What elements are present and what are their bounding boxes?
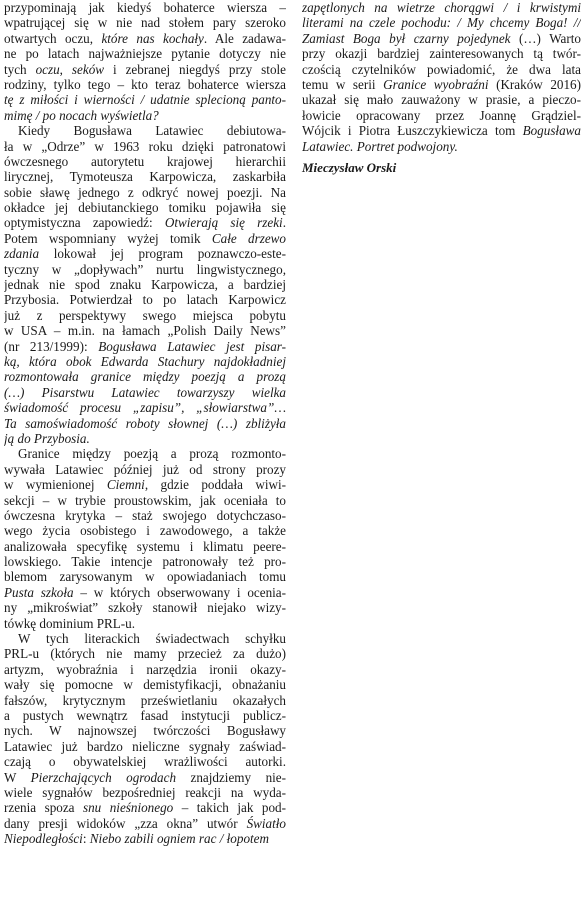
text-run: ówczesna krytyka – staż swojego dotychczaso- — [4, 507, 286, 523]
text-run: W tych literackich świadectwach schyłku — [18, 631, 286, 647]
text-run: rodziny, tylko tego – kto teraz bohaterce wiersza — [4, 76, 286, 92]
text-line — [4, 477, 286, 492]
italic-text: Pusta szkoła — [4, 584, 74, 600]
italic-text: Latawiec. Portret podwojony. — [302, 138, 458, 154]
italic-text: Granice wyobraźni — [383, 76, 489, 92]
italic-text: tę z miłości i wierności / udatnie splecioną panto- — [4, 92, 286, 108]
text-line — [302, 15, 581, 30]
text-run: analizowała specyfikę systemu i klimatu peere- — [4, 538, 286, 554]
italic-text: zapętlonych na wietrze chorągwi / i krwistymi — [302, 0, 581, 15]
text-line — [4, 739, 286, 754]
text-run: fałszów, krytycznym prześwietlaniu okazałych — [4, 692, 286, 708]
text-run: – w których obserwowany i oceniа- — [73, 584, 286, 600]
text-line — [302, 92, 581, 107]
text-line — [4, 785, 286, 800]
paragraph-continuation — [4, 0, 286, 123]
text-line — [4, 308, 286, 323]
text-line — [4, 816, 286, 831]
text-run: ła w „Odrze” w 1963 roku dzięki patronatowi — [4, 138, 286, 154]
text-run: tówkę dominium PRL-u. — [4, 615, 136, 631]
text-line — [4, 693, 286, 708]
text-run: , gdzie poddała wiwi- — [144, 477, 286, 493]
text-run: przy okazji bardziej zainteresowanych tą twór- — [302, 46, 581, 62]
text-line — [4, 0, 286, 15]
text-line — [4, 15, 286, 30]
text-run: ny „mikroświat” szkoły stanowił niejako wizy- — [4, 600, 286, 616]
paragraph — [4, 123, 286, 446]
text-run: tyczny w „dopływach” nurtu lingwistycznego, — [4, 261, 286, 277]
text-run: Potem wspomniany wyżej tomik — [4, 230, 212, 246]
text-run: ne po latach najważniejsze pytanie dotyczy nie — [4, 46, 286, 62]
text-run: w wymienionej — [4, 477, 107, 493]
text-run: znajdziemy nie- — [176, 769, 286, 785]
italic-text: Bogusława — [522, 123, 581, 139]
text-line — [4, 600, 286, 615]
text-line — [4, 493, 286, 508]
text-line — [4, 339, 286, 354]
italic-text: Ciemni — [106, 477, 145, 493]
text-line — [4, 400, 286, 415]
text-run: – takich jak pod- — [173, 800, 286, 816]
text-run: lirycznej, Tymoteusza Karpowicza, zaskarbiła — [4, 169, 286, 185]
text-run: PRL-u (których nie mamy przecież za dużo) — [4, 646, 286, 662]
italic-text: oczu — [35, 61, 60, 77]
italic-text: literami na czele pochodu: / My chcemy Boga! // — [302, 15, 581, 31]
text-line — [4, 800, 286, 815]
italic-text: snu nieśnionego — [82, 800, 174, 816]
italic-text: ką, która obok Edwarda Stachury najdokładniej — [4, 353, 286, 369]
text-line — [4, 123, 286, 138]
text-run: wały się pomocne w demistyfikacji, obnażaniu — [4, 677, 286, 693]
text-line — [4, 31, 286, 46]
text-run: (Kraków 2016) — [488, 76, 581, 92]
text-run: wywała Latawiec później już od strony prozy — [4, 461, 286, 477]
paragraph — [4, 446, 286, 631]
text-run: ukazał się mało zauważony w prasie, a pieczo- — [302, 92, 581, 108]
text-run: lokował jej program poznawczo-este- — [39, 246, 286, 262]
italic-text: zdania — [4, 246, 40, 262]
text-line — [4, 46, 286, 61]
italic-text: Ta samoświadomość roboty słownej (…) zbliżyła — [4, 415, 286, 431]
text-run: i zebranej niegdyś przy stole — [104, 61, 286, 77]
text-run: już z perspektywy swego miejsca pobytu — [4, 307, 286, 323]
text-line — [4, 92, 286, 107]
text-run: Przybosia. Potwierdzał to po latach Karpowicz — [4, 292, 286, 308]
text-line — [4, 277, 286, 292]
text-run: rzenia spoza — [4, 800, 83, 816]
italic-text: które nas kochały — [101, 30, 204, 46]
text-run: wiele sygnałów bezpośredniej reakcji na wyda- — [4, 784, 286, 800]
text-line — [302, 62, 581, 77]
text-line — [4, 554, 286, 569]
italic-text: Całe drzewo — [211, 230, 286, 246]
text-run: . Ale zadawa- — [203, 30, 286, 46]
italic-text: Otwierają się rzeki — [164, 215, 283, 231]
text-run: dany presji widoków „zza okna” utwór — [4, 815, 247, 831]
text-line — [4, 539, 286, 554]
text-run: nych. W najnowszej twórczości Bogusławy — [4, 723, 286, 739]
text-line — [302, 0, 581, 15]
text-run: wpatrującej się w nie nad stołem pary szeroko — [4, 15, 286, 31]
text-line — [4, 246, 286, 261]
italic-text: Niepodległości — [4, 831, 83, 847]
text-run: Kiedy Bogusława Latawiec debiutowa- — [18, 123, 286, 139]
text-run: czają o obywatelskiej wrażliwości autorki. — [4, 754, 286, 770]
left-column — [4, 0, 286, 846]
text-run: (…) Warto — [510, 30, 581, 46]
text-line — [4, 431, 286, 446]
text-run: okładce jej debiutanckiego tomiku pojawiła się — [4, 200, 286, 216]
text-line — [4, 200, 286, 215]
text-line — [4, 385, 286, 400]
text-run: przypominają jak kiedyś bohaterce wiersza – — [4, 0, 286, 15]
text-line — [4, 585, 286, 600]
italic-text: seków — [71, 61, 105, 77]
text-line — [4, 508, 286, 523]
text-run: a pustych wewnątrz fasad instytucji publicz- — [4, 707, 286, 723]
text-run: sekcji – w trybie proustowskim, jak oceniała to — [4, 492, 286, 508]
text-line — [302, 31, 581, 46]
text-run: łowicie opracowany przez Joannę Grądziel- — [302, 107, 581, 123]
text-run: : — [82, 831, 90, 847]
text-line — [4, 215, 286, 230]
text-line — [4, 708, 286, 723]
text-line — [4, 369, 286, 384]
text-run: artyzm, wyobraźnia i narzędzia ironii okazy- — [4, 661, 286, 677]
italic-text: (…) Pisarstwu Latawiec towarzyszy wielka — [4, 384, 286, 400]
text-run: Wójcik i Piotra Łuszczykiewicza tom — [302, 123, 523, 139]
text-run: ówczesnego autorytetu krajowej hierarchii — [4, 153, 286, 169]
text-run: otwartych oczu, — [4, 30, 102, 46]
text-line — [4, 462, 286, 477]
text-run: W — [4, 769, 31, 785]
text-line — [4, 770, 286, 785]
text-line — [4, 631, 286, 646]
text-line — [4, 569, 286, 584]
italic-text: Światło — [246, 815, 286, 831]
italic-text: rozmontowała granice między poezją a prozą — [4, 369, 286, 385]
text-run: , — [59, 61, 72, 77]
italic-text: mimę / po nocach wyświetla? — [4, 107, 159, 123]
text-line — [4, 139, 286, 154]
text-line — [4, 108, 286, 123]
text-line — [4, 169, 286, 184]
text-line — [302, 123, 581, 138]
italic-text: ją do Przybosia. — [4, 430, 90, 446]
text-run: optymistyczna zapowiedź: — [4, 215, 165, 231]
text-line — [4, 323, 286, 338]
text-line — [4, 523, 286, 538]
text-line — [4, 446, 286, 461]
text-line — [302, 139, 581, 154]
text-run: jednak nie spod znaku Karpowicza, a bardziej — [4, 277, 286, 293]
text-line — [4, 62, 286, 77]
text-line — [4, 154, 286, 169]
text-line — [4, 77, 286, 92]
text-line — [4, 831, 286, 846]
text-run: czością czytelników powiadomić, że dwa lata — [302, 61, 581, 77]
text-line — [4, 292, 286, 307]
text-line — [4, 262, 286, 277]
italic-text: świadomość procesu „zapisu”, „słowiarstwa”… — [4, 400, 286, 416]
author-signature: Mieczysław Orski — [302, 159, 397, 175]
text-run: Granice między poezją a prozą rozmonto- — [18, 446, 286, 462]
italic-text: Niebo zabili ogniem rac / łopotem — [89, 831, 269, 847]
text-line — [4, 354, 286, 369]
text-run: temu w serii — [302, 76, 384, 92]
text-line — [4, 185, 286, 200]
text-line — [4, 646, 286, 661]
paragraph-continuation — [302, 0, 581, 154]
italic-text: Pierzchających ogrodach — [30, 769, 177, 785]
text-line — [302, 46, 581, 61]
italic-text: Bogusława Latawiec jest pisar- — [98, 338, 286, 354]
text-run: (nr 213/1999): — [4, 338, 99, 354]
text-line — [4, 754, 286, 769]
text-line — [4, 677, 286, 692]
text-line — [302, 77, 581, 92]
text-line — [4, 723, 286, 738]
text-line — [4, 662, 286, 677]
text-run: Latawiec już bardzo nieliczne sygnały zaświad- — [4, 738, 286, 754]
text-run: wego życia osobistego i zawodowego, a także — [4, 523, 286, 539]
right-column — [302, 0, 581, 175]
text-line — [302, 108, 581, 123]
text-run: sobie sławę jednego z odkryć nowej poezji. Na — [4, 184, 286, 200]
text-run: tych — [4, 61, 36, 77]
text-run: lowskiego. Takie intencje patronowały też pro- — [4, 554, 286, 570]
italic-text: Zamiast Boga był czarny pojedynek — [302, 30, 511, 46]
text-run: . — [282, 215, 286, 231]
text-run: blemom zarysowanym w opowiadaniach tomu — [4, 569, 286, 585]
paragraph — [4, 631, 286, 846]
text-run: w USA – m.in. na łamach „Polish Daily News” — [4, 323, 286, 339]
text-line — [4, 416, 286, 431]
text-line — [4, 616, 286, 631]
text-line — [4, 231, 286, 246]
